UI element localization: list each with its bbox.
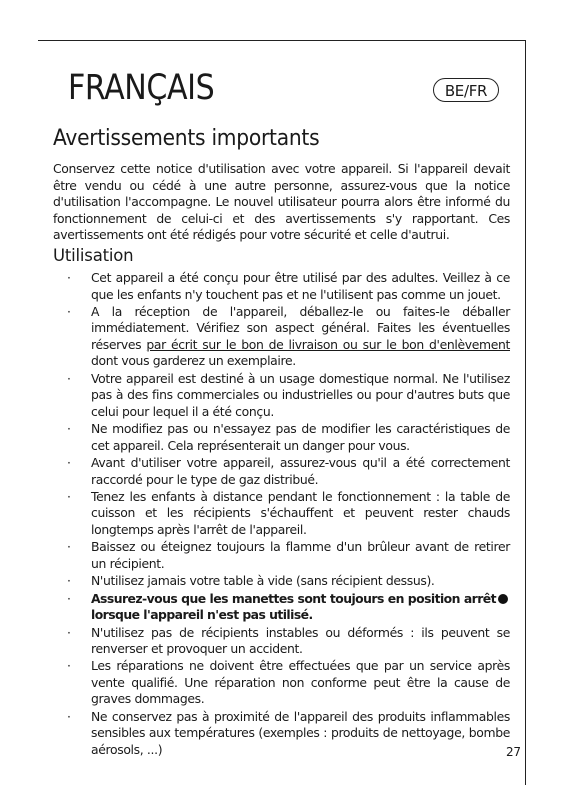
bullet-icon: ·: [67, 539, 71, 555]
list-item: [53, 709, 510, 759]
list-item: [53, 625, 510, 658]
list-item: [53, 421, 510, 454]
item-text: N'utilisez pas de récipients instables ou déformés : ils peuvent se renverser et provoquer un accident.: [91, 624, 510, 657]
bullet-icon: ·: [67, 590, 71, 606]
bullet-icon: ·: [67, 708, 71, 724]
item-text: [91, 591, 510, 623]
language-heading: FRANÇAIS: [68, 68, 215, 108]
list-item: [53, 573, 510, 590]
list-item: [53, 304, 510, 370]
bullet-icon: ·: [67, 573, 71, 589]
filled-circle-icon: [498, 594, 508, 604]
list-item: [53, 591, 510, 624]
item-text-before: A la réception de l'appareil, déballez-le ou faites-le déballer immédiatement. Vérifiez son aspect général. Faites les éventuelles réserves: [91, 303, 510, 352]
item-text-after: dont vous garderez un exemplaire.: [91, 353, 296, 369]
item-text: [91, 304, 510, 369]
underlined-text: par écrit sur le bon de livraison ou sur le bon d'enlèvement: [146, 336, 510, 352]
bullet-icon: ·: [67, 421, 71, 437]
region-badge: BE/FR: [433, 78, 499, 102]
warning-list: [53, 270, 510, 759]
bullet-icon: ·: [67, 370, 71, 386]
utilisation-heading: Utilisation: [53, 246, 134, 265]
bullet-icon: ·: [67, 488, 71, 504]
list-item: [53, 371, 510, 421]
item-text: Baissez ou éteignez toujours la flamme d'un brûleur avant de retirer un récipient.: [91, 539, 510, 571]
list-item: [53, 489, 510, 539]
item-text: Tenez les enfants à distance pendant le fonctionnement : la table de cuisson et les récipients s'échauffent et peuvent rester chauds longtemps après l'arrêt de l'appareil.: [91, 488, 510, 537]
item-text: Les réparations ne doivent être effectuées que par un service après vente qualifié. Une réparation non conforme peut être la cause de graves dommages.: [91, 658, 510, 707]
bullet-icon: ·: [67, 624, 71, 640]
item-text-after: lorsque l'appareil n'est pas utilisé.: [91, 607, 313, 623]
list-item: [53, 270, 510, 303]
list-item: [53, 658, 510, 708]
bullet-icon: ·: [67, 270, 71, 285]
intro-paragraph: Conservez cette notice d'utilisation avec votre appareil. Si l'appareil devait être vendu ou cédé à une autre personne, assurez-vous que la notice d'utilisation l'accompagne. Le nouvel utilisateur pourra alors être informé du fonctionnement de celui-ci et des avertissements s'y rapportant. Ces avertissements ont été rédigés pour votre sécurité et celle d'autrui.: [53, 161, 510, 242]
right-rule: [525, 40, 526, 785]
item-text-before: Assurez-vous que les manettes sont toujours en position arrêt: [91, 590, 496, 606]
item-text: Cet appareil a été conçu pour être utilisé par des adultes. Veillez à ce que les enfants n'y touchent pas et ne l'utilisent pas comme un jouet.: [91, 270, 510, 302]
item-text: Votre appareil est destiné à un usage domestique normal. Ne l'utilisez pas à des fins commerciales ou industrielles ou pour d'autres buts que celui pour lequel il a été conçu.: [91, 370, 510, 419]
item-text: Ne conservez pas à proximité de l'appareil des produits inflammables sensibles aux températures (exemples : produits de nettoyage, bombe aérosols, ...): [91, 708, 510, 757]
bullet-icon: ·: [67, 455, 71, 471]
list-item: [53, 539, 510, 572]
page-number: 27: [506, 745, 521, 759]
item-text: Ne modifiez pas ou n'essayez pas de modifier les caractéristiques de cet appareil. Cela représenterait un danger pour vous.: [91, 421, 510, 453]
bullet-icon: ·: [67, 303, 71, 319]
section-title: Avertissements importants: [53, 125, 320, 151]
item-text: Avant d'utiliser votre appareil, assurez-vous qu'il a été correctement raccordé pour le type de gaz distribué.: [91, 455, 510, 487]
bullet-icon: ·: [67, 658, 71, 674]
top-rule: [38, 40, 526, 41]
list-item: [53, 455, 510, 488]
item-text: N'utilisez jamais votre table à vide (sans récipient dessus).: [91, 573, 435, 589]
